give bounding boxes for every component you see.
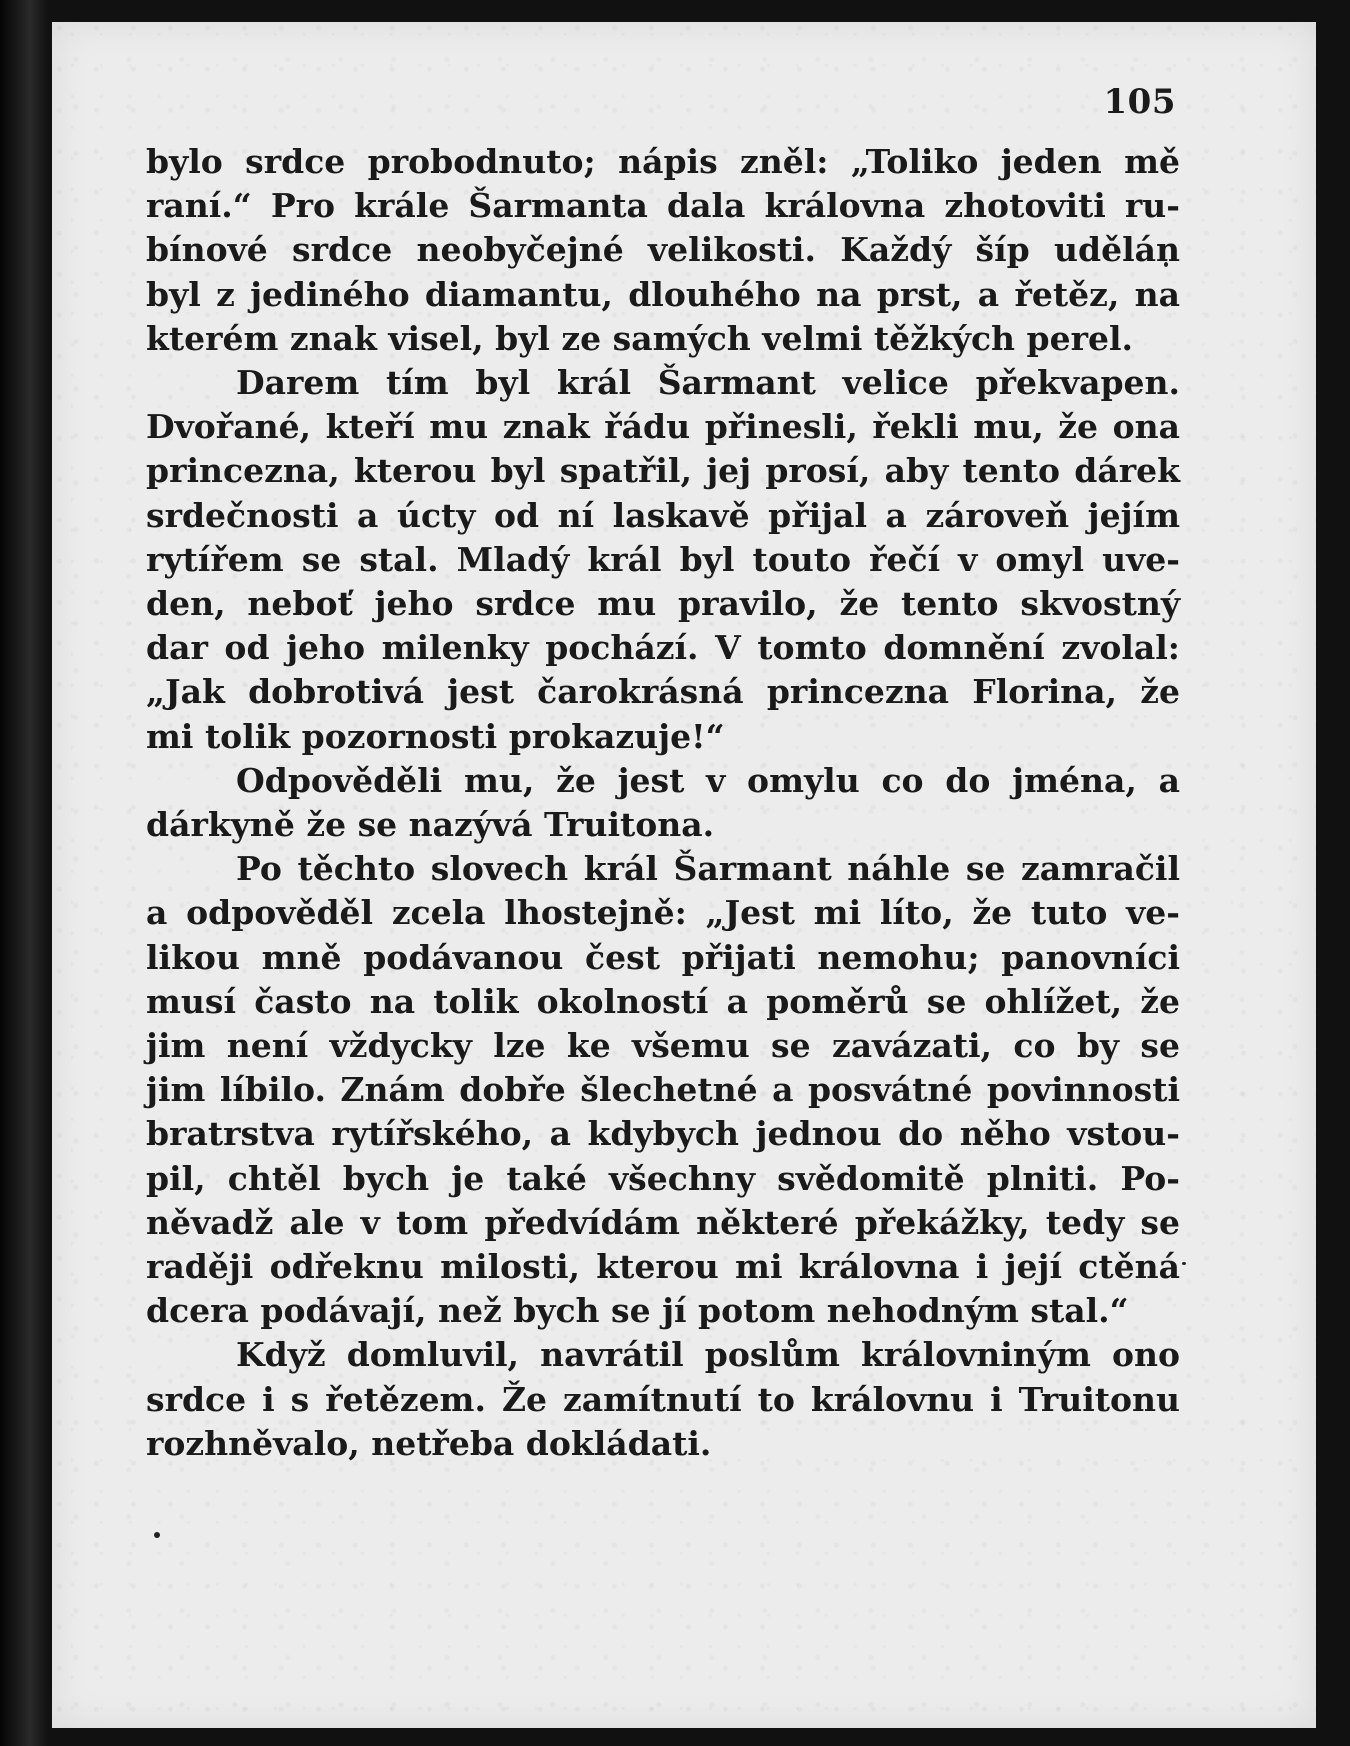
text-line: a odpověděl zcela lhostejně: „Jest mi líto, že tuto ve-	[146, 893, 1180, 933]
ink-speck	[154, 1532, 160, 1538]
text-line: dcera podávají, než bych se jí potom nehodným stal.“	[146, 1291, 1129, 1331]
text-line: srdce i s řetězem. Že zamítnutí to královnu i Truitonu	[146, 1379, 1180, 1419]
text-line: bínové srdce neobyčejné velikosti. Každý šíp udělán	[146, 230, 1180, 270]
text-line: rozhněvalo, netřeba dokládati.	[146, 1423, 712, 1463]
text-line: jim není vždycky lze ke všemu se zavázati, co by se	[146, 1026, 1180, 1066]
text-line: raní.“ Pro krále Šarmanta dala královna zhotoviti ru-	[146, 186, 1180, 226]
text-line: Odpověděli mu, že jest v omylu co do jména, a	[236, 760, 1180, 800]
text-line: bratrstva rytířského, a kdybych jednou do něho vstou-	[146, 1114, 1180, 1154]
text-line: pil, chtěl bych je také všechny svědomitě plniti. Po-	[146, 1158, 1180, 1198]
text-line: dar od jeho milenky pochází. V tomto domnění zvolal:	[146, 628, 1180, 668]
text-line: srdečnosti a úcty od ní laskavě přijal a zároveň jejím	[146, 495, 1180, 535]
page-number: 105	[1103, 82, 1176, 122]
text-line: jim líbilo. Znám dobře šlechetné a posvátné povinnosti	[146, 1070, 1180, 1110]
ink-speck	[1182, 1262, 1186, 1265]
text-line: princezna, kterou byl spatřil, jej prosí, aby tento dárek	[146, 451, 1180, 491]
text-line: raději odřeknu milosti, kterou mi královna i její ctěná	[146, 1247, 1180, 1287]
book-spine-edge	[0, 0, 48, 1746]
text-line: byl z jediného diamantu, dlouhého na prst, a řetěz, na	[146, 274, 1180, 314]
body-text	[146, 140, 1180, 1466]
text-line: Když domluvil, navrátil poslům královniným ono	[236, 1335, 1180, 1375]
text-line: kterém znak visel, byl ze samých velmi těžkých perel.	[146, 318, 1134, 358]
text-line: bylo srdce probodnuto; nápis zněl: „Toliko jeden mě	[146, 142, 1180, 181]
text-line: Dvořané, kteří mu znak řádu přinesli, řekli mu, že ona	[146, 407, 1180, 447]
text-line: Po těchto slovech král Šarmant náhle se zamračil	[236, 849, 1180, 889]
text-line: mi tolik pozornosti prokazuje!“	[146, 716, 725, 756]
text-line: rytířem se stal. Mladý král byl touto řečí v omyl uve-	[146, 539, 1180, 579]
text-line: dárkyně že se nazývá Truitona.	[146, 805, 715, 845]
text-line: likou mně podávanou čest přijati nemohu; panovníci	[146, 937, 1180, 977]
text-line: „Jak dobrotivá jest čarokrásná princezna Florina, že	[146, 672, 1180, 712]
text-line: Darem tím byl král Šarmant velice překvapen.	[236, 363, 1180, 403]
text-line: musí často na tolik okolností a poměrů se ohlížet, že	[146, 981, 1180, 1021]
text-line: něvadž ale v tom předvídám některé překážky, tedy se	[146, 1202, 1180, 1242]
text-line: den, neboť jeho srdce mu pravilo, že tento skvostný	[146, 584, 1180, 624]
